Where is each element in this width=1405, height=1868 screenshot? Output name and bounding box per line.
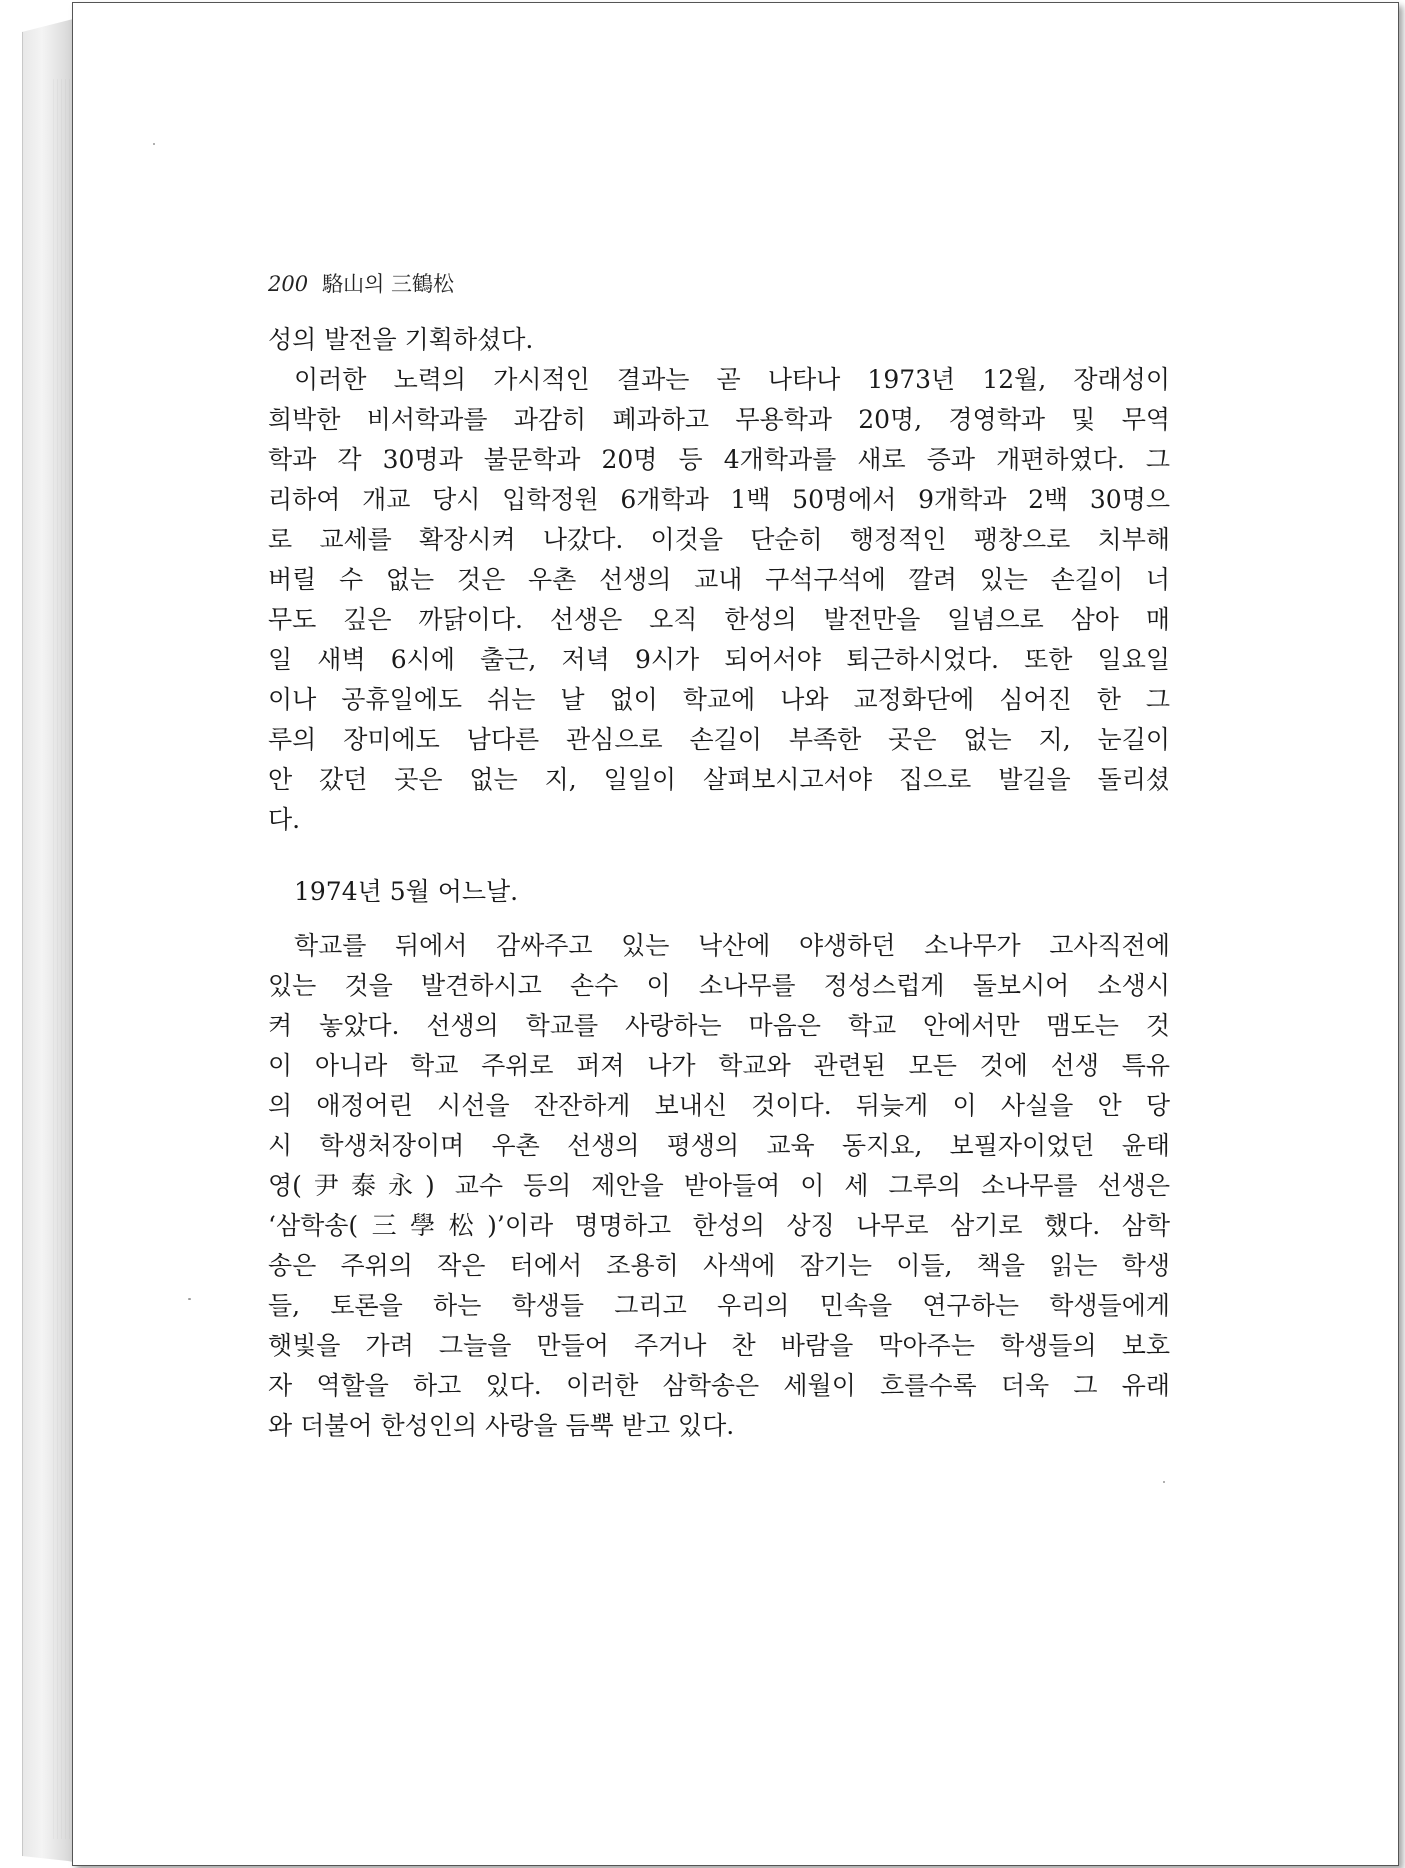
book-title: 駱山의 三鶴松 bbox=[322, 272, 455, 296]
text-line: 안 갔던 곳은 없는 지, 일일이 살펴보시고서야 집으로 발길을 돌리셨 bbox=[268, 765, 1170, 794]
dateline: 1974년 5월 어느날. bbox=[294, 877, 519, 906]
text-line: 학과 각 30명과 불문학과 20명 등 4개학과를 새로 증과 개편하였다. 그 bbox=[268, 445, 1170, 474]
paragraph-spacer bbox=[268, 912, 1170, 926]
scan-speck bbox=[153, 143, 155, 145]
text-line: 일 새벽 6시에 출근, 저녁 9시가 되어서야 퇴근하시었다. 또한 일요일 bbox=[268, 645, 1170, 674]
text-line: 의 애정어린 시선을 잔잔하게 보내신 것이다. 뒤늦게 이 사실을 안 당 bbox=[268, 1091, 1170, 1120]
page-number: 200 bbox=[268, 272, 309, 296]
paragraph-1 bbox=[268, 320, 1170, 360]
text-line: 자 역할을 하고 있다. 이러한 삼학송은 세월이 흐를수록 더욱 그 유래 bbox=[268, 1371, 1170, 1400]
text-line: 이나 공휴일에도 쉬는 날 없이 학교에 나와 교정화단에 심어진 한 그 bbox=[268, 685, 1170, 714]
text-line: 들, 토론을 하는 학생들 그리고 우리의 민속을 연구하는 학생들에게 bbox=[268, 1291, 1170, 1320]
text-line: 다. bbox=[268, 805, 301, 834]
text-line: 와 더불어 한성인의 사랑을 듬뿍 받고 있다. bbox=[268, 1411, 735, 1440]
text-line: 성의 발전을 기획하셨다. bbox=[268, 325, 534, 354]
text-line: 송은 주위의 작은 터에서 조용히 사색에 잠기는 이들, 책을 읽는 학생 bbox=[268, 1251, 1170, 1280]
paragraph-2 bbox=[268, 360, 1170, 840]
text-line: 시 학생처장이며 우촌 선생의 평생의 교육 동지요, 보필자이었던 윤태 bbox=[268, 1131, 1170, 1160]
text-line: 희박한 비서학과를 과감히 폐과하고 무용학과 20명, 경영학과 및 무역 bbox=[268, 405, 1170, 434]
body-text bbox=[268, 320, 1170, 1446]
text-line: 학교를 뒤에서 감싸주고 있는 낙산에 야생하던 소나무가 고사직전에 bbox=[294, 931, 1170, 960]
scan-speck bbox=[1163, 1481, 1165, 1483]
text-line: 햇빛을 가려 그늘을 만들어 주거나 찬 바람을 막아주는 학생들의 보호 bbox=[268, 1331, 1170, 1360]
text-line: 버릴 수 없는 것은 우촌 선생의 교내 구석구석에 깔려 있는 손길이 너 bbox=[268, 565, 1170, 594]
paragraph-4 bbox=[268, 926, 1170, 1446]
paragraph-3 bbox=[268, 872, 1170, 912]
text-line: ‘삼학송(三學松)’이라 명명하고 한성의 상징 나무로 삼기로 했다. 삼학 bbox=[268, 1211, 1170, 1240]
text-line: 이러한 노력의 가시적인 결과는 곧 나타나 1973년 12월, 장래성이 bbox=[294, 365, 1170, 394]
book-page-edge bbox=[22, 18, 77, 1862]
text-line: 영(尹泰永) 교수 등의 제안을 받아들여 이 세 그루의 소나무를 선생은 bbox=[268, 1171, 1170, 1200]
text-line: 로 교세를 확장시켜 나갔다. 이것을 단순히 행정적인 팽창으로 치부해 bbox=[268, 525, 1170, 554]
text-line: 있는 것을 발견하시고 손수 이 소나무를 정성스럽게 돌보시어 소생시 bbox=[268, 971, 1170, 1000]
text-line: 무도 깊은 까닭이다. 선생은 오직 한성의 발전만을 일념으로 삼아 매 bbox=[268, 605, 1170, 634]
text-line: 이 아니라 학교 주위로 퍼져 나가 학교와 관련된 모든 것에 선생 특유 bbox=[268, 1051, 1170, 1080]
text-line: 켜 놓았다. 선생의 학교를 사랑하는 마음은 학교 안에서만 맴도는 것 bbox=[268, 1011, 1170, 1040]
text-line: 리하여 개교 당시 입학정원 6개학과 1백 50명에서 9개학과 2백 30명으 bbox=[268, 485, 1170, 514]
paragraph-spacer bbox=[268, 840, 1170, 872]
running-head bbox=[268, 268, 454, 298]
text-line: 루의 장미에도 남다른 관심으로 손길이 부족한 곳은 없는 지, 눈길이 bbox=[268, 725, 1170, 754]
scan-speck bbox=[188, 1298, 191, 1300]
